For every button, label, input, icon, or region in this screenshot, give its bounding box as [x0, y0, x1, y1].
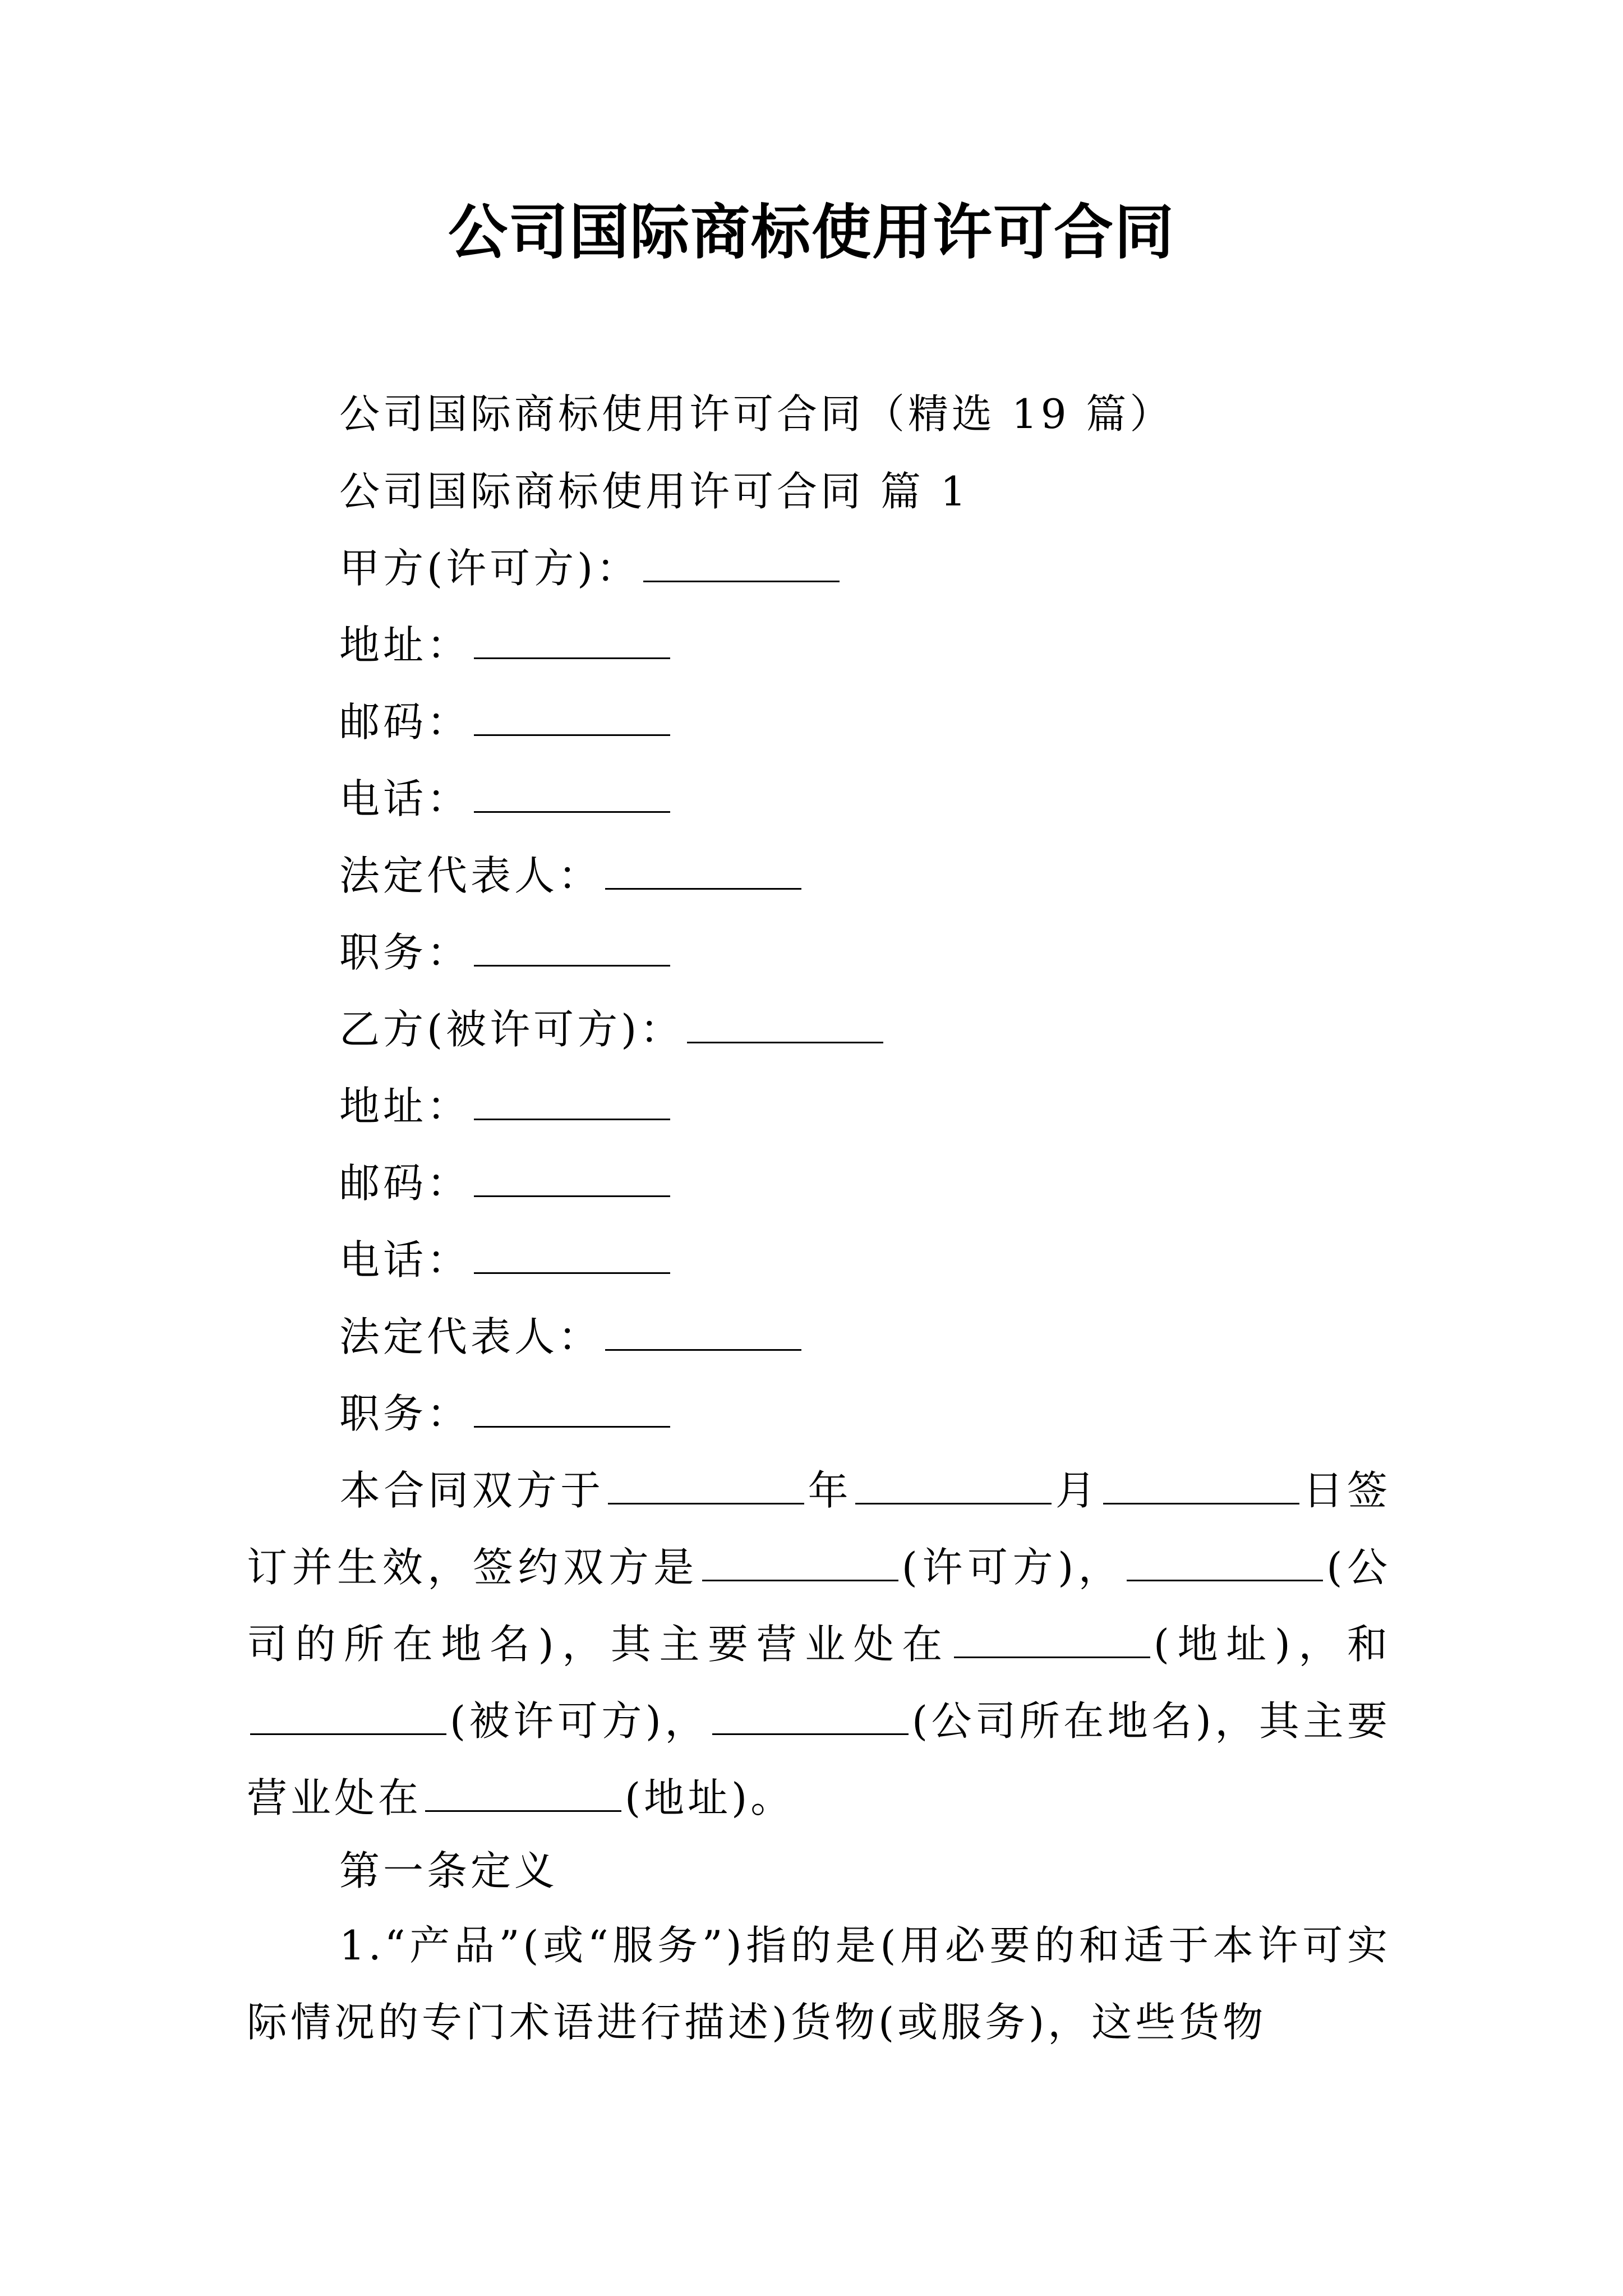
intro-text-3: 月 [1055, 1467, 1100, 1514]
party-b-representative-line [339, 1310, 805, 1364]
intro-text-8: (被许可方)， [450, 1697, 709, 1745]
party-b-position-line [339, 1387, 674, 1441]
intro-text-1: 本合同双方于 [339, 1467, 605, 1514]
party-a-phone-line [339, 772, 674, 826]
licensor-blank[interactable] [702, 1546, 898, 1581]
party-b-phone-blank[interactable] [474, 1239, 670, 1274]
party-b-address-line [339, 1079, 674, 1133]
licensee-blank[interactable] [250, 1700, 446, 1735]
party-a-postcode-blank[interactable] [474, 701, 670, 736]
party-b-address-label: 地址： [339, 1083, 471, 1130]
party-b-phone-label: 电话： [339, 1236, 471, 1283]
party-a-address-label: 地址： [339, 622, 471, 669]
intro-text-5: (许可方)， [901, 1544, 1124, 1591]
party-a-line [339, 541, 843, 595]
sign-day-blank[interactable] [1103, 1469, 1299, 1504]
party-b-position-label: 职务： [339, 1390, 471, 1437]
section-heading: 公司国际商标使用许可合同 篇 1 [339, 468, 970, 515]
party-a-postcode-label: 邮码： [339, 698, 471, 746]
party-a-address-blank[interactable] [474, 624, 670, 659]
document-title: 公司国际商标使用许可合同 [448, 198, 1175, 267]
party-b-postcode-line [339, 1156, 674, 1210]
party-a-position-label: 职务： [339, 929, 471, 976]
party-b-representative-blank[interactable] [605, 1315, 801, 1351]
party-a-position-line [339, 926, 674, 979]
party-a-phone-label: 电话： [339, 775, 471, 822]
party-b-position-blank[interactable] [474, 1392, 670, 1428]
sign-month-blank[interactable] [855, 1469, 1052, 1504]
intro-paragraph [247, 1452, 1391, 1837]
article-1-item-1-text: 1.“产品”(或“服务”)指的是(用必要的和适于本许可实际情况的专门术语进行描述)货物(或服务)，这些货物 [247, 1922, 1391, 2046]
party-b-postcode-blank[interactable] [474, 1162, 670, 1197]
licensee-location-blank[interactable] [712, 1700, 909, 1735]
licensor-location-blank[interactable] [1127, 1546, 1323, 1581]
sign-year-blank[interactable] [608, 1469, 804, 1504]
intro-text-9: (公司所在地名)，其主要营业处在 [247, 1697, 1391, 1821]
party-a-representative-label: 法定代表人： [339, 852, 602, 899]
party-b-blank[interactable] [687, 1008, 883, 1043]
intro-text-2: 年 [807, 1467, 852, 1514]
party-a-address-line [339, 618, 674, 672]
document-subtitle: 公司国际商标使用许可合同（精选 19 篇） [339, 390, 1174, 438]
intro-text-10: (地址)。 [625, 1774, 795, 1821]
party-b-line [339, 1002, 887, 1056]
party-a-phone-blank[interactable] [474, 777, 670, 813]
party-b-phone-line [339, 1233, 674, 1287]
intro-text-6: (公司的所在地名)，其主要营业处在 [247, 1544, 1391, 1668]
article-1-heading: 第一条定义 [339, 1847, 559, 1894]
party-a-representative-blank[interactable] [605, 854, 801, 890]
party-a-representative-line [339, 849, 805, 903]
party-b-address-blank[interactable] [474, 1085, 670, 1120]
party-b-label: 乙方(被许可方)： [339, 1006, 684, 1053]
party-a-position-blank[interactable] [474, 931, 670, 967]
party-b-representative-label: 法定代表人： [339, 1313, 602, 1360]
licensor-address-blank[interactable] [954, 1623, 1150, 1658]
intro-text-4: 日签订并生效，签约双方是 [247, 1467, 1391, 1591]
party-a-postcode-line [339, 695, 674, 749]
party-a-label: 甲方(许可方)： [339, 545, 640, 592]
party-a-blank[interactable] [643, 547, 840, 582]
article-1-item-1 [247, 1907, 1391, 2061]
licensee-address-blank[interactable] [425, 1777, 621, 1812]
intro-text-7: (地址)，和 [1153, 1621, 1391, 1668]
party-b-postcode-label: 邮码： [339, 1159, 471, 1207]
